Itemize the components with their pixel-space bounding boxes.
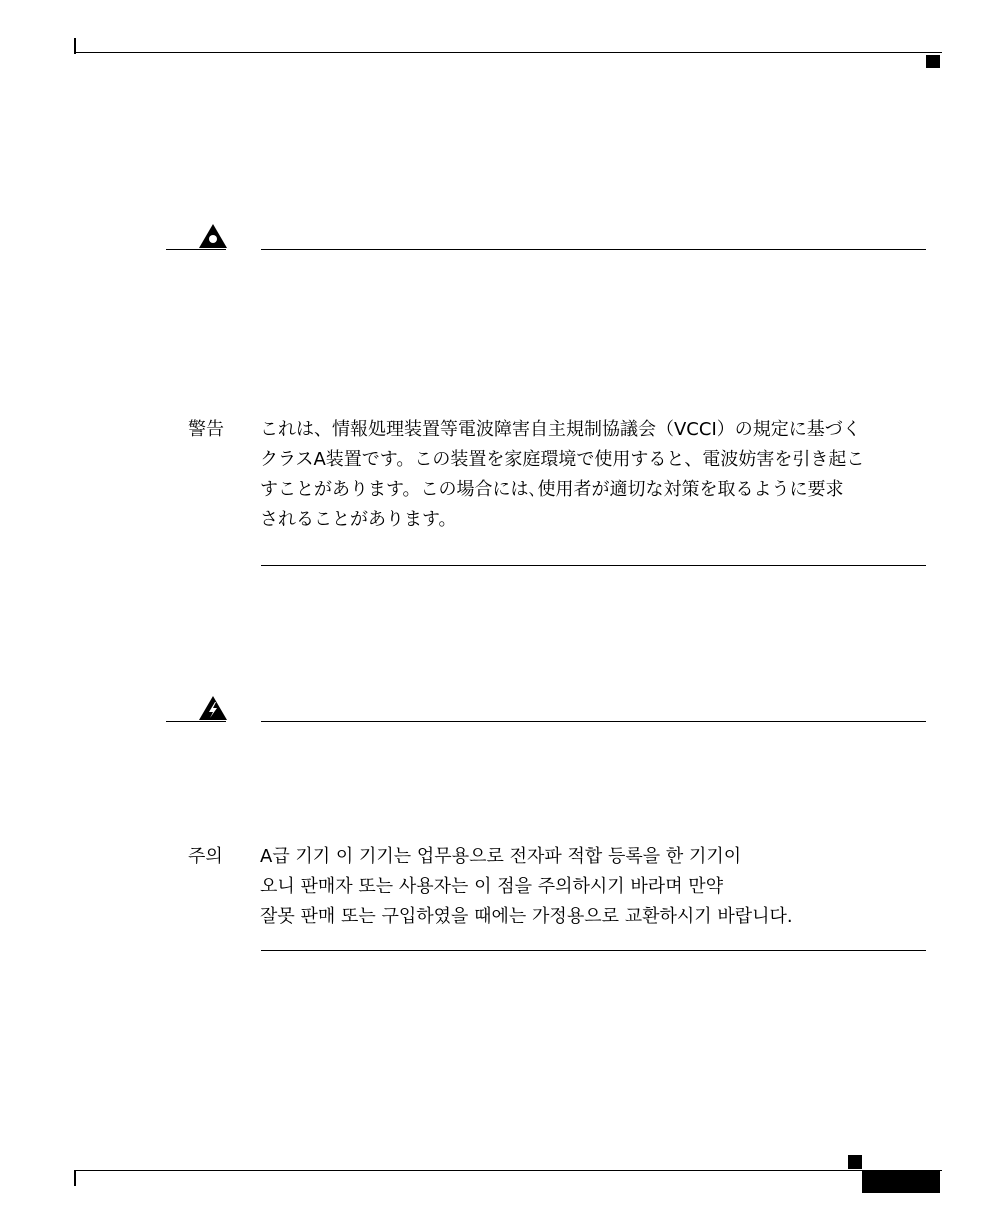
warning-bottom-rule: [261, 565, 926, 566]
warning-line-2: クラスA装置です。この装置を家庭環境で使用すると、電波妨害を引き起こ: [260, 449, 865, 470]
warning-icon-rule: [166, 249, 226, 250]
caution-line-2: 오니 판매자 또는 사용자는 이 점을 주의하시기 바라며 만약: [260, 876, 724, 897]
warning-line-4: されることがあります。: [260, 509, 457, 530]
electrical-hazard-triangle-icon: [197, 694, 229, 722]
header-rule: [74, 52, 942, 53]
caution-text: [260, 842, 940, 932]
warning-text: [260, 415, 940, 535]
footer-marker: [848, 1155, 862, 1169]
caution-icon-rule: [166, 721, 226, 722]
caution-line-1: A급 기기 이 기기는 업무용으로 전자파 적합 등록을 한 기기이: [260, 846, 742, 867]
caution-label: 주의: [188, 846, 223, 867]
caution-bottom-rule: [261, 950, 926, 951]
footer-rule-tick: [74, 1170, 76, 1186]
caution-triangle-icon: [197, 222, 229, 250]
warning-top-rule: [261, 249, 926, 250]
footer-rule: [74, 1170, 942, 1171]
header-marker: [926, 55, 940, 68]
warning-label: 警告: [188, 419, 224, 440]
caution-line-3: 잘못 판매 또는 구입하였을 때에는 가정용으로 교환하시기 바랍니다.: [260, 906, 793, 927]
warning-line-1: これは、情報処理装置等電波障害自主規制協議会（VCCI）の規定に基づく: [260, 419, 861, 440]
caution-top-rule: [261, 721, 926, 722]
warning-line-3: すことがあります。この場合には､使用者が適切な対策を取るように要求: [260, 479, 844, 500]
footer-page-tab: [862, 1170, 940, 1193]
